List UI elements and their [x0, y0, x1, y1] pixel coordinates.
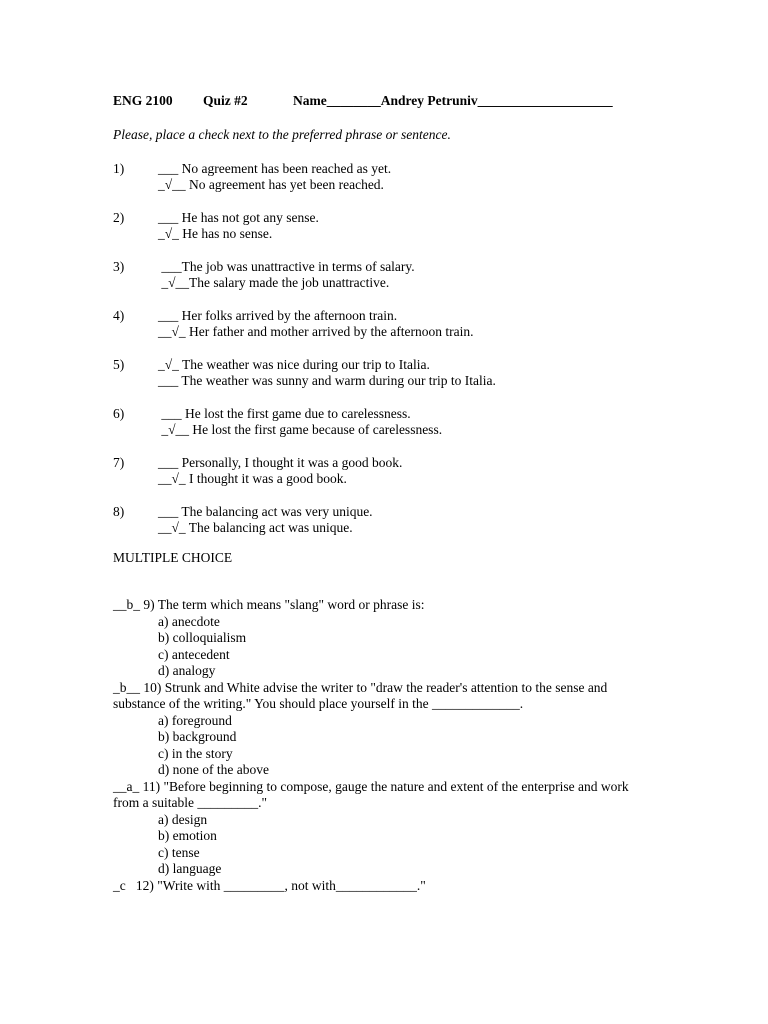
list-item: [113, 210, 733, 243]
answer-option: b) background: [158, 729, 237, 744]
question-text: _c 12) "Write with _________, not with____________.": [113, 877, 426, 893]
option-b: _√__ He lost the first game because of carelessness.: [158, 422, 443, 437]
item-number: 4): [113, 307, 125, 323]
quiz-number: Quiz #2: [203, 93, 248, 108]
item-number: 8): [113, 503, 125, 519]
answer-option: b) colloquialism: [158, 630, 247, 645]
item-number: 1): [113, 160, 125, 176]
option-a: ___The job was unattractive in terms of salary.: [158, 258, 415, 274]
option-b: __√_ I thought it was a good book.: [158, 471, 347, 486]
list-item: [113, 504, 733, 537]
option-a: ___ He has not got any sense.: [158, 209, 319, 225]
option-a: ___ The balancing act was very unique.: [158, 503, 373, 519]
option-a: ___ He lost the first game due to carelessness.: [158, 405, 411, 421]
student-name-line: Name________Andrey Petruniv____________________: [293, 93, 613, 108]
answer-option: a) design: [158, 811, 208, 827]
answer-option: c) in the story: [158, 745, 233, 761]
answer-option: d) none of the above: [158, 762, 269, 777]
option-b: ___ The weather was sunny and warm during our trip to Italia.: [158, 373, 496, 388]
option-b: __√_ Her father and mother arrived by the afternoon train.: [158, 324, 474, 339]
quiz-page: [113, 93, 733, 894]
option-a: _√_ The weather was nice during our trip to Italia.: [158, 356, 430, 372]
multiple-choice-list: [113, 597, 733, 894]
list-item: [113, 455, 733, 488]
section-title: MULTIPLE CHOICE: [113, 549, 233, 565]
option-b: _√_ He has no sense.: [158, 226, 273, 241]
item-number: 7): [113, 454, 125, 470]
question-text: __a_ 11) "Before beginning to compose, gauge the nature and extent of the enterprise and work from a suitable _________.": [113, 778, 632, 810]
answer-option: d) analogy: [158, 663, 216, 678]
course-code: ENG 2100: [113, 93, 173, 108]
item-number: 6): [113, 405, 125, 421]
option-b: _√__ No agreement has yet been reached.: [158, 177, 384, 192]
item-number: 5): [113, 356, 125, 372]
list-item: [113, 357, 733, 390]
list-item: [113, 308, 733, 341]
list-item: [113, 259, 733, 292]
question-text: _b__ 10) Strunk and White advise the writer to "draw the reader's attention to the sense and substance of the writing." You should place yourself in the _____________.: [113, 679, 611, 711]
option-b: _√__The salary made the job unattractive.: [158, 275, 390, 290]
item-number: 2): [113, 209, 125, 225]
answer-option: a) foreground: [158, 712, 232, 728]
instructions: Please, place a check next to the preferred phrase or sentence.: [113, 127, 451, 142]
question-text: __b_ 9) The term which means "slang" word or phrase is:: [113, 597, 425, 612]
list-item: [113, 161, 733, 194]
quiz-header: [113, 93, 733, 111]
option-a: ___ Personally, I thought it was a good book.: [158, 454, 403, 470]
option-a: ___ No agreement has been reached as yet.: [158, 160, 392, 176]
answer-option: a) anecdote: [158, 613, 220, 629]
list-item: [113, 406, 733, 439]
answer-option: b) emotion: [158, 828, 217, 843]
answer-option: c) antecedent: [158, 646, 230, 662]
item-number: 3): [113, 258, 125, 274]
answer-option: d) language: [158, 861, 222, 876]
answer-option: c) tense: [158, 844, 200, 860]
option-b: __√_ The balancing act was unique.: [158, 520, 353, 535]
preference-list: [113, 161, 733, 537]
option-a: ___ Her folks arrived by the afternoon train.: [158, 307, 398, 323]
